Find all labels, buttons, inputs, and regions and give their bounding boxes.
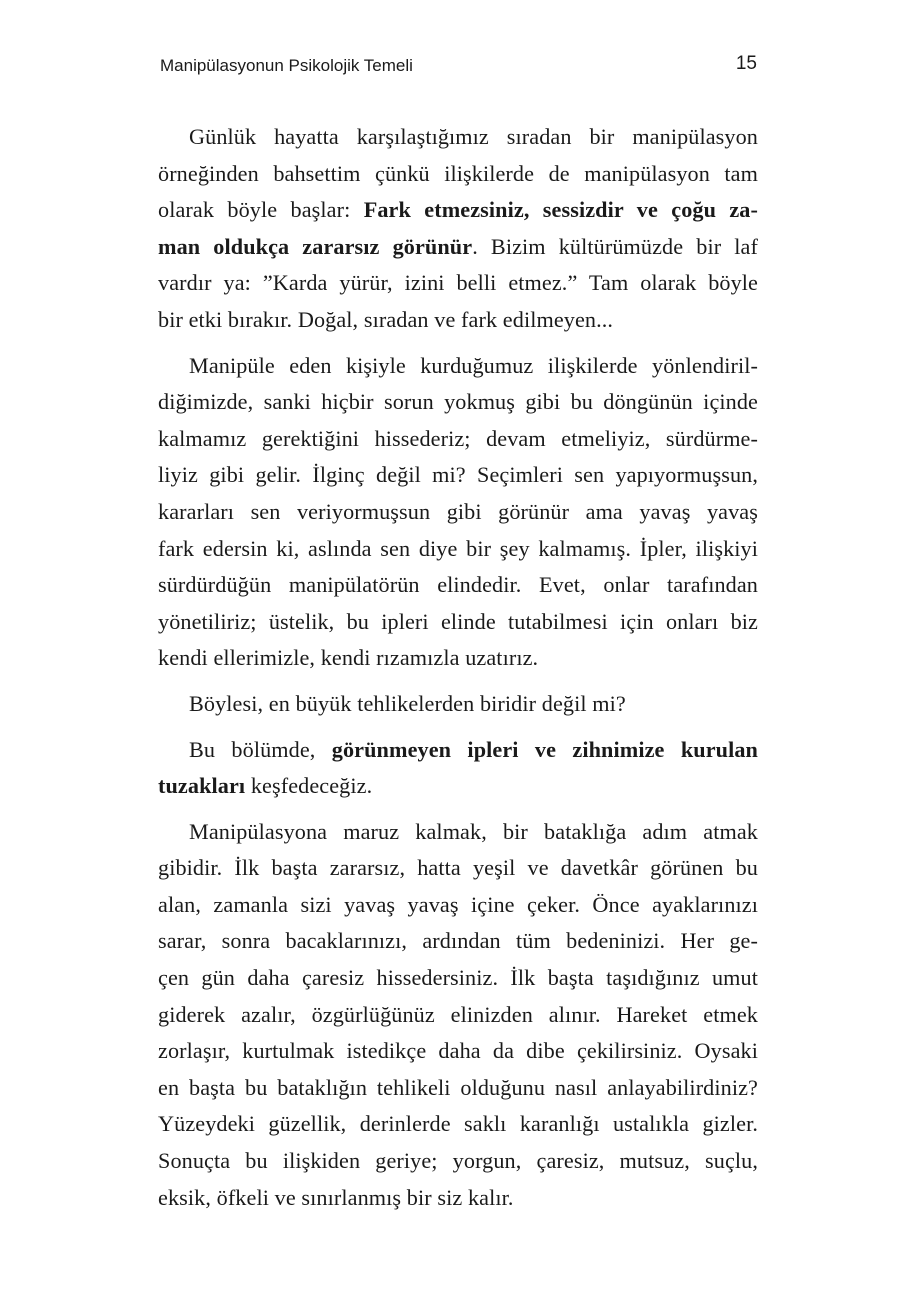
paragraph-1	[158, 119, 758, 339]
text-line: sürdürdüğün manipülatörün elindedir. Evet, onlar tarafından	[158, 572, 758, 598]
text-line: liyiz gibi gelir. İlginç değil mi? Seçimleri sen yapıyormuşsun,	[158, 462, 758, 488]
text-line	[158, 768, 758, 805]
body-text	[158, 119, 758, 1225]
paragraph-4	[158, 732, 758, 805]
text-line: kalmamız gerektiğini hissederiz; devam etmeliyiz, sürdürme-	[158, 425, 758, 451]
text-run: Bu bölümde,	[189, 736, 332, 762]
text-line	[158, 732, 758, 769]
text-line: bir etki bırakır. Doğal, sıradan ve fark edilmeyen...	[158, 306, 614, 332]
bold-text: tuzakları	[158, 773, 246, 799]
text-line: Sonuçta bu ilişkiden geriye; yorgun, çaresiz, mutsuz, suçlu,	[158, 1148, 758, 1174]
paragraph-3	[158, 686, 758, 723]
page-number: 15	[735, 53, 757, 74]
text-line	[158, 229, 758, 266]
text-line: en başta bu bataklığın tehlikeli olduğunu nasıl anlayabilirdiniz?	[158, 1074, 758, 1100]
text-line: alan, zamanla sizi yavaş yavaş içine çeker. Önce ayaklarınızı	[158, 891, 758, 917]
bold-text: Fark etmezsiniz, sessizdir ve çoğu za-	[363, 197, 758, 223]
text-line: kararları sen veriyormuşsun gibi görünür ama yavaş yavaş	[158, 498, 758, 524]
text-line: Manipüle eden kişiyle kurduğumuz ilişkilerde yönlendiril-	[189, 352, 758, 378]
text-line: fark edersin ki, aslında sen diye bir şey kalmamış. İpler, ilişkiyi	[158, 535, 758, 561]
bold-text: görünmeyen ipleri ve zihnimize kurulan	[331, 736, 758, 762]
running-header	[160, 52, 757, 80]
text-line	[158, 192, 758, 229]
paragraph-5	[158, 814, 758, 1217]
text-run: keşfedeceğiz.	[245, 773, 373, 799]
bold-text: man oldukça zararsız görünür	[158, 233, 473, 259]
text-line: Günlük hayatta karşılaştığımız sıradan bir manipülasyon	[189, 124, 758, 149]
text-line: kendi ellerimizle, kendi rızamızla uzatırız.	[158, 645, 539, 671]
text-run: olarak böyle başlar:	[158, 197, 364, 223]
text-line: giderek azalır, özgürlüğünüz elinizden alınır. Hareket etmek	[158, 1001, 758, 1027]
text-line: zorlaşır, kurtulmak istedikçe daha da dibe çekilirsiniz. Oysaki	[158, 1038, 758, 1064]
text-line: diğimizde, sanki hiçbir sorun yokmuş gibi bu döngünün içinde	[158, 389, 758, 415]
text-line: örneğinden bahsettim çünkü ilişkilerde de manipülasyon tam	[158, 160, 758, 186]
text-line: vardır ya: ”Karda yürür, izini belli etmez.” Tam olarak böyle	[158, 270, 758, 296]
text-line: Böylesi, en büyük tehlikelerden biridir değil mi?	[189, 690, 626, 716]
running-title: Manipülasyonun Psikolojik Temeli	[160, 56, 413, 75]
text-line: yönetiliriz; üstelik, bu ipleri elinde tutabilmesi için onları biz	[158, 608, 758, 634]
text-line: gibidir. İlk başta zararsız, hatta yeşil ve davetkâr görünen bu	[158, 855, 758, 881]
text-line: Manipülasyona maruz kalmak, bir bataklığa adım atmak	[189, 818, 758, 844]
text-line: eksik, öfkeli ve sınırlanmış bir siz kalır.	[158, 1184, 514, 1210]
text-line: sarar, sonra bacaklarınızı, ardından tüm bedeninizi. Her ge-	[158, 928, 758, 954]
text-line: Yüzeydeki güzellik, derinlerde saklı karanlığı ustalıkla gizler.	[158, 1111, 758, 1137]
text-line: çen gün daha çaresiz hissedersiniz. İlk başta taşıdığınız umut	[158, 965, 758, 991]
text-run: . Bizim kültürümüzde bir laf	[472, 233, 758, 259]
paragraph-2	[158, 348, 758, 677]
